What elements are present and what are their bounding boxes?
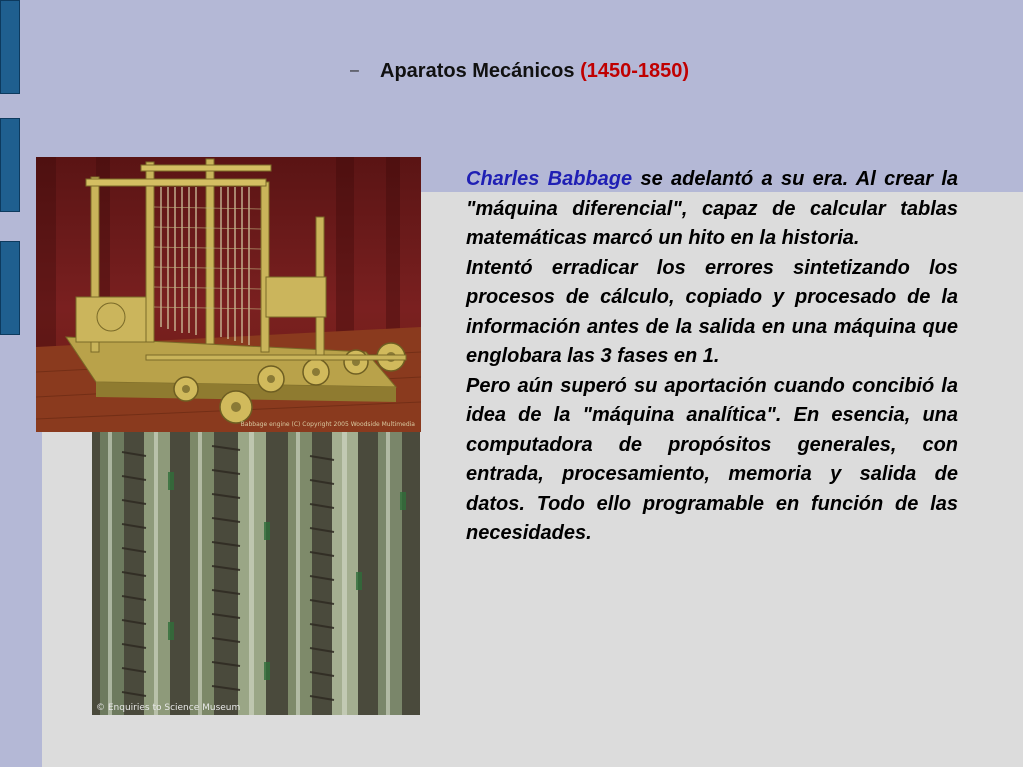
babbage-name: Charles Babbage — [466, 168, 633, 190]
title-accent: (1450-1850) — [580, 60, 690, 82]
slide-title — [380, 58, 690, 84]
paragraph-2: Intentó erradicar los errores sintetizando los procesos de cálculo, copiado y procesado de la información antes de la salida en una máquina que englobara las 3 fases en 1. — [466, 256, 958, 367]
title-main: Aparatos Mecánicos — [380, 60, 581, 82]
analytical-engine-illustration — [92, 432, 420, 715]
difference-engine-illustration — [36, 157, 421, 432]
title-bullet: – — [350, 62, 359, 79]
body-text — [466, 165, 958, 549]
difference-engine-photo — [36, 157, 421, 432]
sidebar-bar-3 — [0, 241, 20, 335]
sidebar-bar-2 — [0, 118, 20, 212]
sidebar-bar-1 — [0, 0, 20, 94]
photo-credit: Babbage engine (C) Copyright 2005 Woodside Multimedia — [240, 421, 415, 428]
paragraph-1-text: se adelantó a su era. Al crear la "máquina diferencial", capaz de calcular tablas matemáticas marcó un hito en la historia. — [466, 168, 958, 249]
analytical-engine-photo — [92, 432, 420, 715]
photo-caption: © Enquiries to Science Museum — [96, 703, 241, 713]
paragraph-1 — [466, 165, 958, 254]
paragraph-3: Pero aún superó su aportación cuando concibió la idea de la "máquina analítica". En esencia, una computadora de propósitos generales, con entrada, procesamiento, memoria y salida de datos. Todo ello programable en función de las necesidades. — [466, 374, 958, 544]
